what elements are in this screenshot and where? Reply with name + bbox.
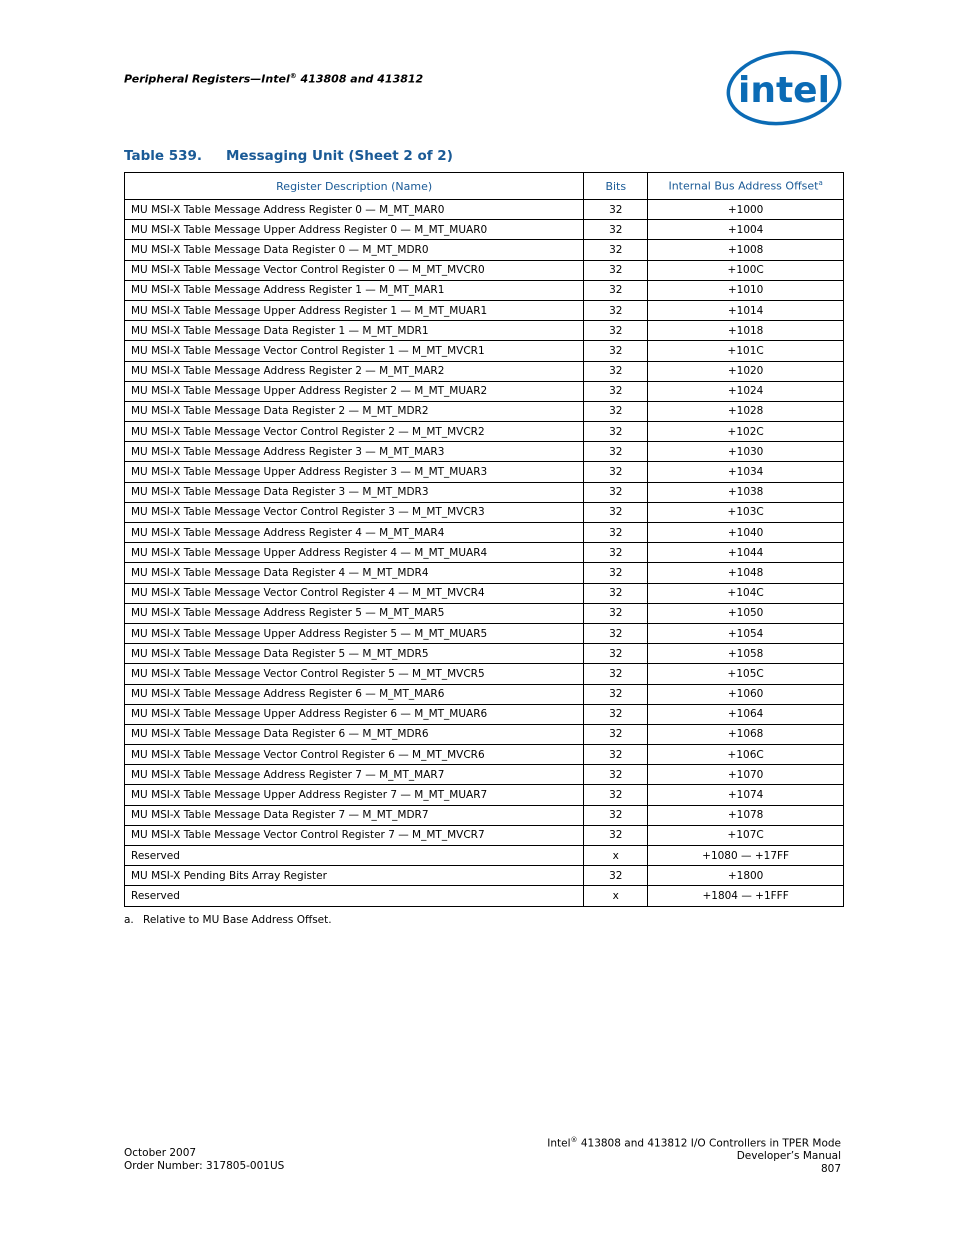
table-row bbox=[125, 785, 844, 805]
bits-cell: 32 bbox=[584, 644, 648, 664]
offset-cell: +1048 bbox=[648, 563, 844, 583]
offset-cell: +1034 bbox=[648, 462, 844, 482]
table-row bbox=[125, 866, 844, 886]
register-name-cell: MU MSI-X Table Message Vector Control Register 5 — M_MT_MVCR5 bbox=[125, 664, 584, 684]
table-row bbox=[125, 422, 844, 442]
bits-cell: 32 bbox=[584, 482, 648, 502]
running-header-prefix: Peripheral Registers—Intel bbox=[124, 72, 290, 86]
bits-cell: 32 bbox=[584, 603, 648, 623]
running-header bbox=[124, 72, 423, 86]
column-header-name: Register Description (Name) bbox=[125, 173, 584, 200]
register-name-cell: MU MSI-X Table Message Data Register 2 — M_MT_MDR2 bbox=[125, 401, 584, 421]
offset-cell: +1044 bbox=[648, 543, 844, 563]
register-name-cell: MU MSI-X Table Message Address Register 7 — M_MT_MAR7 bbox=[125, 765, 584, 785]
register-name-cell: MU MSI-X Table Message Upper Address Register 4 — M_MT_MUAR4 bbox=[125, 543, 584, 563]
table-row bbox=[125, 220, 844, 240]
table-row bbox=[125, 563, 844, 583]
offset-cell: +1064 bbox=[648, 704, 844, 724]
offset-cell: +107C bbox=[648, 825, 844, 845]
offset-cell: +1010 bbox=[648, 280, 844, 300]
bits-cell: 32 bbox=[584, 866, 648, 886]
offset-cell: +101C bbox=[648, 341, 844, 361]
bits-cell: 32 bbox=[584, 825, 648, 845]
table-row bbox=[125, 684, 844, 704]
table-header-row bbox=[125, 173, 844, 200]
bits-cell: 32 bbox=[584, 664, 648, 684]
bits-cell: 32 bbox=[584, 280, 648, 300]
table-row bbox=[125, 260, 844, 280]
register-name-cell: Reserved bbox=[125, 846, 584, 866]
bits-cell: 32 bbox=[584, 745, 648, 765]
register-name-cell: MU MSI-X Table Message Data Register 0 — M_MT_MDR0 bbox=[125, 240, 584, 260]
register-name-cell: MU MSI-X Table Message Address Register 1 — M_MT_MAR1 bbox=[125, 280, 584, 300]
offset-cell: +1028 bbox=[648, 401, 844, 421]
intel-logo bbox=[724, 48, 844, 128]
running-header-suffix: 413808 and 413812 bbox=[296, 72, 424, 86]
offset-cell: +1078 bbox=[648, 805, 844, 825]
table-row bbox=[125, 745, 844, 765]
offset-cell: +1000 bbox=[648, 200, 844, 220]
register-name-cell: MU MSI-X Table Message Address Register 0 — M_MT_MAR0 bbox=[125, 200, 584, 220]
footer-doc-title bbox=[547, 1134, 841, 1150]
bits-cell: 32 bbox=[584, 805, 648, 825]
offset-cell: +1804 — +1FFF bbox=[648, 886, 844, 906]
table-row bbox=[125, 543, 844, 563]
column-header-offset bbox=[648, 173, 844, 200]
table-number: Table 539. bbox=[124, 148, 203, 164]
register-name-cell: MU MSI-X Table Message Upper Address Register 1 — M_MT_MUAR1 bbox=[125, 300, 584, 320]
table-row bbox=[125, 240, 844, 260]
table-title: Messaging Unit (Sheet 2 of 2) bbox=[226, 148, 453, 164]
bits-cell: 32 bbox=[584, 462, 648, 482]
table-row bbox=[125, 523, 844, 543]
table-row bbox=[125, 583, 844, 603]
register-name-cell: MU MSI-X Table Message Data Register 6 — M_MT_MDR6 bbox=[125, 724, 584, 744]
table-row bbox=[125, 664, 844, 684]
register-name-cell: MU MSI-X Table Message Address Register 2 — M_MT_MAR2 bbox=[125, 361, 584, 381]
register-name-cell: MU MSI-X Table Message Address Register 5 — M_MT_MAR5 bbox=[125, 603, 584, 623]
bits-cell: 32 bbox=[584, 785, 648, 805]
table-row bbox=[125, 280, 844, 300]
bits-cell: 32 bbox=[584, 321, 648, 341]
table-row bbox=[125, 381, 844, 401]
column-header-bits: Bits bbox=[584, 173, 648, 200]
register-name-cell: MU MSI-X Table Message Vector Control Register 7 — M_MT_MVCR7 bbox=[125, 825, 584, 845]
offset-cell: +1024 bbox=[648, 381, 844, 401]
footer-order-number: Order Number: 317805-001US bbox=[124, 1159, 285, 1172]
offset-cell: +1058 bbox=[648, 644, 844, 664]
register-name-cell: MU MSI-X Table Message Data Register 3 — M_MT_MDR3 bbox=[125, 482, 584, 502]
table-row bbox=[125, 462, 844, 482]
table-row bbox=[125, 805, 844, 825]
footer-left bbox=[124, 1147, 284, 1172]
register-name-cell: Reserved bbox=[125, 886, 584, 906]
bits-cell: 32 bbox=[584, 220, 648, 240]
table-row bbox=[125, 442, 844, 462]
offset-cell: +1060 bbox=[648, 684, 844, 704]
table-row bbox=[125, 704, 844, 724]
bits-cell: 32 bbox=[584, 583, 648, 603]
register-name-cell: MU MSI-X Table Message Address Register 4 — M_MT_MAR4 bbox=[125, 523, 584, 543]
registered-mark: ® bbox=[289, 72, 297, 80]
table-row bbox=[125, 321, 844, 341]
bits-cell: 32 bbox=[584, 200, 648, 220]
register-name-cell: MU MSI-X Table Message Vector Control Register 0 — M_MT_MVCR0 bbox=[125, 260, 584, 280]
register-table bbox=[124, 172, 844, 907]
offset-cell: +1080 — +17FF bbox=[648, 846, 844, 866]
register-name-cell: MU MSI-X Table Message Upper Address Register 3 — M_MT_MUAR3 bbox=[125, 462, 584, 482]
table-body bbox=[125, 200, 844, 907]
table-row bbox=[125, 846, 844, 866]
footer-registered-mark: ® bbox=[570, 1136, 578, 1144]
bits-cell: x bbox=[584, 886, 648, 906]
register-name-cell: MU MSI-X Table Message Upper Address Register 6 — M_MT_MUAR6 bbox=[125, 704, 584, 724]
offset-cell: +1054 bbox=[648, 623, 844, 643]
offset-cell: +1014 bbox=[648, 300, 844, 320]
register-name-cell: MU MSI-X Table Message Data Register 5 — M_MT_MDR5 bbox=[125, 644, 584, 664]
table-row bbox=[125, 603, 844, 623]
table-row bbox=[125, 341, 844, 361]
offset-cell: +1040 bbox=[648, 523, 844, 543]
register-name-cell: MU MSI-X Table Message Upper Address Register 0 — M_MT_MUAR0 bbox=[125, 220, 584, 240]
offset-cell: +1030 bbox=[648, 442, 844, 462]
offset-cell: +1038 bbox=[648, 482, 844, 502]
footnote-mark: a. bbox=[124, 914, 134, 926]
table-row bbox=[125, 644, 844, 664]
bits-cell: 32 bbox=[584, 442, 648, 462]
bits-cell: 32 bbox=[584, 563, 648, 583]
register-name-cell: MU MSI-X Table Message Data Register 1 — M_MT_MDR1 bbox=[125, 321, 584, 341]
register-name-cell: MU MSI-X Table Message Vector Control Register 6 — M_MT_MVCR6 bbox=[125, 745, 584, 765]
bits-cell: 32 bbox=[584, 502, 648, 522]
bits-cell: 32 bbox=[584, 300, 648, 320]
offset-cell: +1074 bbox=[648, 785, 844, 805]
register-name-cell: MU MSI-X Table Message Upper Address Register 7 — M_MT_MUAR7 bbox=[125, 785, 584, 805]
register-name-cell: MU MSI-X Table Message Upper Address Register 5 — M_MT_MUAR5 bbox=[125, 623, 584, 643]
register-name-cell: MU MSI-X Table Message Upper Address Register 2 — M_MT_MUAR2 bbox=[125, 381, 584, 401]
bits-cell: 32 bbox=[584, 341, 648, 361]
offset-cell: +1800 bbox=[648, 866, 844, 886]
offset-cell: +1004 bbox=[648, 220, 844, 240]
offset-cell: +1068 bbox=[648, 724, 844, 744]
table-row bbox=[125, 300, 844, 320]
register-name-cell: MU MSI-X Table Message Vector Control Register 2 — M_MT_MVCR2 bbox=[125, 422, 584, 442]
footer-doc-subtitle: Developer’s Manual bbox=[736, 1150, 841, 1162]
bits-cell: 32 bbox=[584, 543, 648, 563]
register-name-cell: MU MSI-X Table Message Data Register 4 — M_MT_MDR4 bbox=[125, 563, 584, 583]
footer-right bbox=[547, 1134, 841, 1175]
bits-cell: 32 bbox=[584, 724, 648, 744]
bits-cell: x bbox=[584, 846, 648, 866]
table-row bbox=[125, 886, 844, 906]
bits-cell: 32 bbox=[584, 765, 648, 785]
table-row bbox=[125, 401, 844, 421]
register-name-cell: MU MSI-X Table Message Address Register 6 — M_MT_MAR6 bbox=[125, 684, 584, 704]
footer-page-number: 807 bbox=[820, 1162, 841, 1175]
register-name-cell: MU MSI-X Pending Bits Array Register bbox=[125, 866, 584, 886]
register-name-cell: MU MSI-X Table Message Data Register 7 — M_MT_MDR7 bbox=[125, 805, 584, 825]
register-name-cell: MU MSI-X Table Message Vector Control Register 1 — M_MT_MVCR1 bbox=[125, 341, 584, 361]
offset-cell: +1050 bbox=[648, 603, 844, 623]
register-name-cell: MU MSI-X Table Message Vector Control Register 3 — M_MT_MVCR3 bbox=[125, 502, 584, 522]
offset-cell: +103C bbox=[648, 502, 844, 522]
table-caption bbox=[124, 148, 453, 164]
table-row bbox=[125, 825, 844, 845]
offset-cell: +105C bbox=[648, 664, 844, 684]
bits-cell: 32 bbox=[584, 401, 648, 421]
offset-footnote-ref: a bbox=[818, 179, 823, 188]
bits-cell: 32 bbox=[584, 704, 648, 724]
bits-cell: 32 bbox=[584, 623, 648, 643]
bits-cell: 32 bbox=[584, 523, 648, 543]
bits-cell: 32 bbox=[584, 381, 648, 401]
footnote-text: Relative to MU Base Address Offset. bbox=[143, 914, 332, 926]
table-row bbox=[125, 361, 844, 381]
offset-header-label: Internal Bus Address Offset bbox=[668, 179, 819, 193]
offset-cell: +104C bbox=[648, 583, 844, 603]
bits-cell: 32 bbox=[584, 422, 648, 442]
footer-doc-title-suffix: 413808 and 413812 I/O Controllers in TPER Mode bbox=[577, 1137, 841, 1150]
bits-cell: 32 bbox=[584, 260, 648, 280]
table-row bbox=[125, 502, 844, 522]
offset-cell: +1018 bbox=[648, 321, 844, 341]
table-row bbox=[125, 200, 844, 220]
table-row bbox=[125, 623, 844, 643]
offset-cell: +102C bbox=[648, 422, 844, 442]
offset-cell: +100C bbox=[648, 260, 844, 280]
offset-cell: +1070 bbox=[648, 765, 844, 785]
bits-cell: 32 bbox=[584, 361, 648, 381]
offset-cell: +106C bbox=[648, 745, 844, 765]
offset-cell: +1008 bbox=[648, 240, 844, 260]
footer-doc-title-prefix: Intel bbox=[547, 1137, 571, 1150]
logo-wordmark: intel bbox=[738, 70, 830, 111]
offset-cell: +1020 bbox=[648, 361, 844, 381]
register-name-cell: MU MSI-X Table Message Vector Control Register 4 — M_MT_MVCR4 bbox=[125, 583, 584, 603]
bits-cell: 32 bbox=[584, 684, 648, 704]
table-footnote bbox=[124, 914, 332, 926]
register-name-cell: MU MSI-X Table Message Address Register 3 — M_MT_MAR3 bbox=[125, 442, 584, 462]
bits-cell: 32 bbox=[584, 240, 648, 260]
table-row bbox=[125, 482, 844, 502]
footer-date: October 2007 bbox=[124, 1147, 197, 1159]
table-row bbox=[125, 724, 844, 744]
table-row bbox=[125, 765, 844, 785]
